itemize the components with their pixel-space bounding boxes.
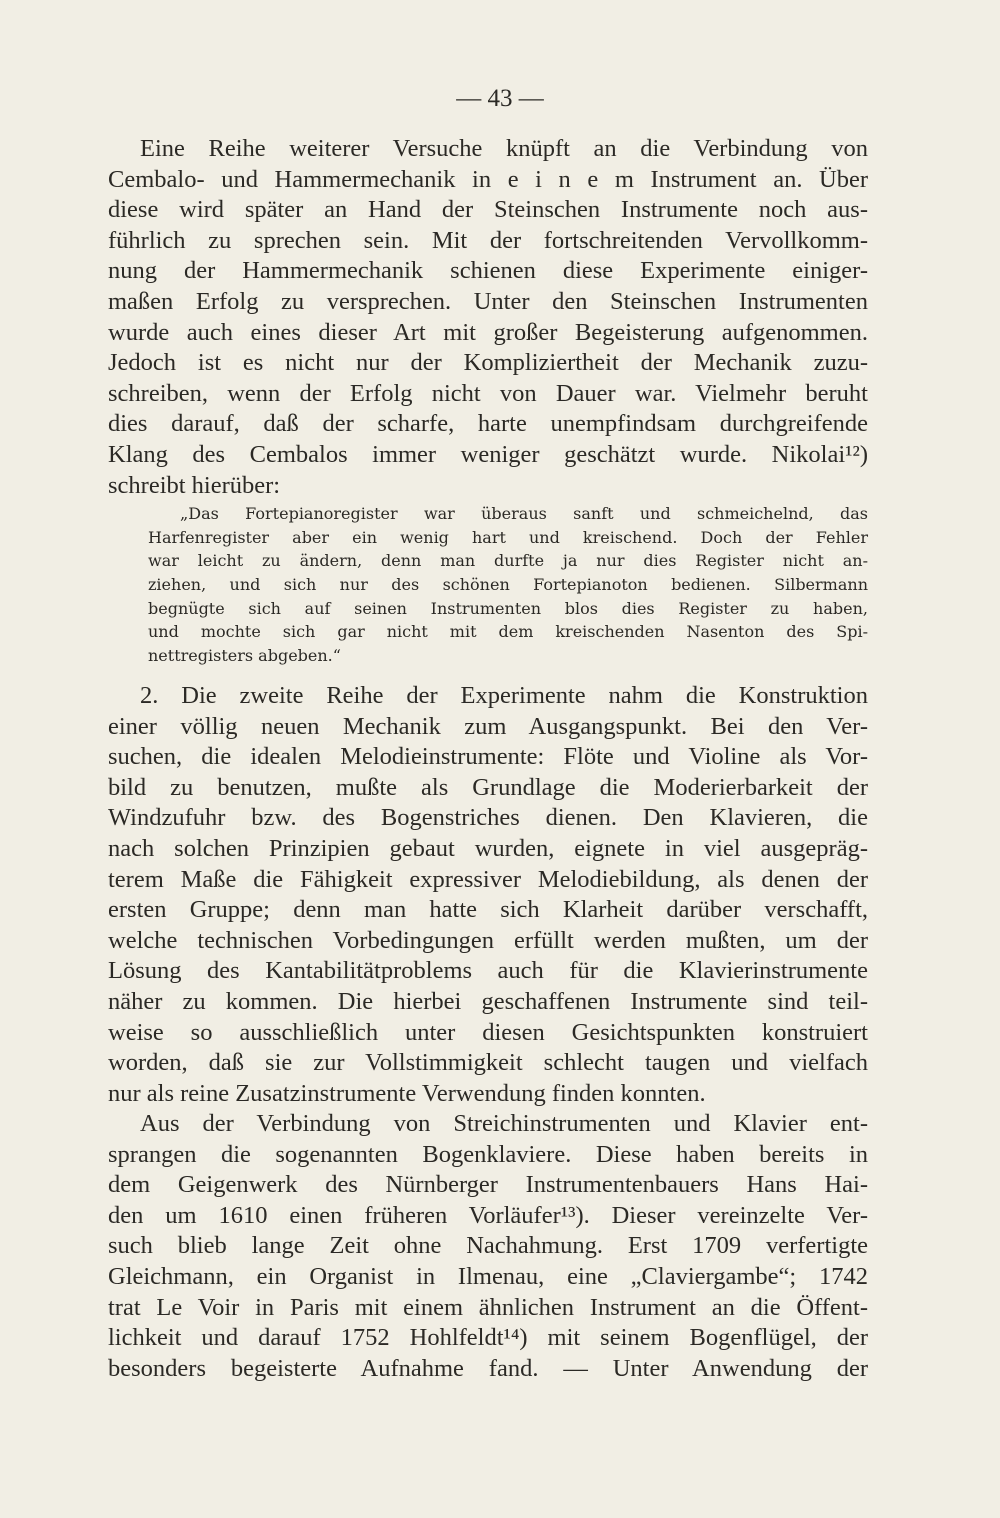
text-line: Cembalo- und Hammermechanik in e i n e m Instrument an. Über: [108, 165, 868, 193]
text-line: näher zu kommen. Die hierbei geschaffenen Instrumente sind teil-: [108, 987, 868, 1015]
text-line: such blieb lange Zeit ohne Nachahmung. Erst 1709 verfertigte: [108, 1232, 868, 1260]
text-line: wurde auch eines dieser Art mit großer Begeisterung aufgenommen.: [108, 318, 868, 346]
text-line: 2. Die zweite Reihe der Experimente nahm die Konstruktion: [140, 682, 868, 709]
block-quote: [148, 502, 868, 668]
text-line: dies darauf, daß der scharfe, harte unempfindsam durchgreifende: [108, 410, 868, 438]
text-line: worden, daß sie zur Vollstimmigkeit schlecht taugen und vielfach: [108, 1049, 868, 1077]
text-line: maßen Erfolg zu versprechen. Unter den Steinschen Instrumenten: [108, 287, 868, 315]
quote-line: ziehen, und sich nur des schönen Fortepianoton bedienen. Silbermann: [148, 575, 868, 595]
text-line: Aus der Verbindung von Streichinstrumenten und Klavier ent-: [140, 1110, 868, 1137]
paragraph-3: [108, 1109, 868, 1384]
text-line: dem Geigenwerk des Nürnberger Instrumentenbauers Hans Hai-: [108, 1171, 868, 1199]
text-line: Lösung des Kantabilitätproblems auch für die Klavierinstrumente: [108, 957, 868, 985]
text-line: welche technischen Vorbedingungen erfüllt werden mußten, um der: [108, 926, 868, 954]
text-line: diese wird später an Hand der Steinschen Instrumente noch aus-: [108, 196, 868, 224]
text-line: trat Le Voir in Paris mit einem ähnlichen Instrument an die Öffent-: [108, 1293, 868, 1321]
text-line: Windzufuhr bzw. des Bogenstriches dienen. Den Klavieren, die: [108, 804, 868, 832]
text-line: besonders begeisterte Aufnahme fand. — Unter Anwendung der: [108, 1354, 868, 1382]
text-line: schreibt hierüber:: [108, 471, 281, 499]
paragraph-1: [108, 134, 868, 501]
text-line: schreiben, wenn der Erfolg nicht von Dauer war. Vielmehr beruht: [108, 379, 868, 407]
text-line: nur als reine Zusatzinstrumente Verwendung finden konnten.: [108, 1079, 706, 1107]
quote-line: begnügte sich auf seinen Instrumenten blos dies Register zu haben,: [148, 598, 868, 618]
text-line: sprangen die sogenannten Bogenklaviere. Diese haben bereits in: [108, 1140, 868, 1168]
text-line: Gleichmann, ein Organist in Ilmenau, eine „Claviergambe“; 1742: [108, 1262, 868, 1290]
quote-line: nettregisters abgeben.“: [148, 646, 341, 666]
text-line: lichkeit und darauf 1752 Hohlfeldt¹⁴) mit seinem Bogenflügel, der: [108, 1324, 868, 1352]
text-line: nach solchen Prinzipien gebaut wurden, eignete in viel ausgepräg-: [108, 834, 868, 862]
paragraph-2: [108, 681, 868, 1109]
quote-line: Harfenregister aber ein wenig hart und kreischend. Doch der Fehler: [148, 527, 868, 547]
text-line: Klang des Cembalos immer weniger geschätzt wurde. Nikolai¹²): [108, 440, 868, 468]
text-line: einer völlig neuen Mechanik zum Ausgangspunkt. Bei den Ver-: [108, 712, 868, 740]
quote-line: und mochte sich gar nicht mit dem kreischenden Nasenton des Spi-: [148, 622, 868, 642]
text-line: nung der Hammermechanik schienen diese Experimente einiger-: [108, 257, 868, 285]
text-line: terem Maße die Fähigkeit expressiver Melodiebildung, als denen der: [108, 865, 868, 893]
text-line: Eine Reihe weiterer Versuche knüpft an die Verbindung von: [140, 135, 868, 162]
page-number: — 43 —: [456, 85, 544, 112]
text-line: Jedoch ist es nicht nur der Kompliziertheit der Mechanik zuzu-: [108, 349, 868, 377]
text-line: suchen, die idealen Melodieinstrumente: Flöte und Violine als Vor-: [108, 743, 868, 771]
text-line: bild zu benutzen, mußte als Grundlage die Moderierbarkeit der: [108, 773, 868, 801]
text-line: den um 1610 einen früheren Vorläufer¹³). Dieser vereinzelte Ver-: [108, 1201, 868, 1229]
quote-line: „Das Fortepianoregister war überaus sanft und schmeichelnd, das: [180, 504, 868, 523]
text-line: ersten Gruppe; denn man hatte sich Klarheit darüber verschafft,: [108, 896, 868, 924]
quote-line: war leicht zu ändern, denn man durfte ja nur dies Register nicht an-: [148, 551, 868, 571]
text-line: führlich zu sprechen sein. Mit der fortschreitenden Vervollkomm-: [108, 226, 868, 254]
text-line: weise so ausschließlich unter diesen Gesichtspunkten konstruiert: [108, 1018, 868, 1046]
